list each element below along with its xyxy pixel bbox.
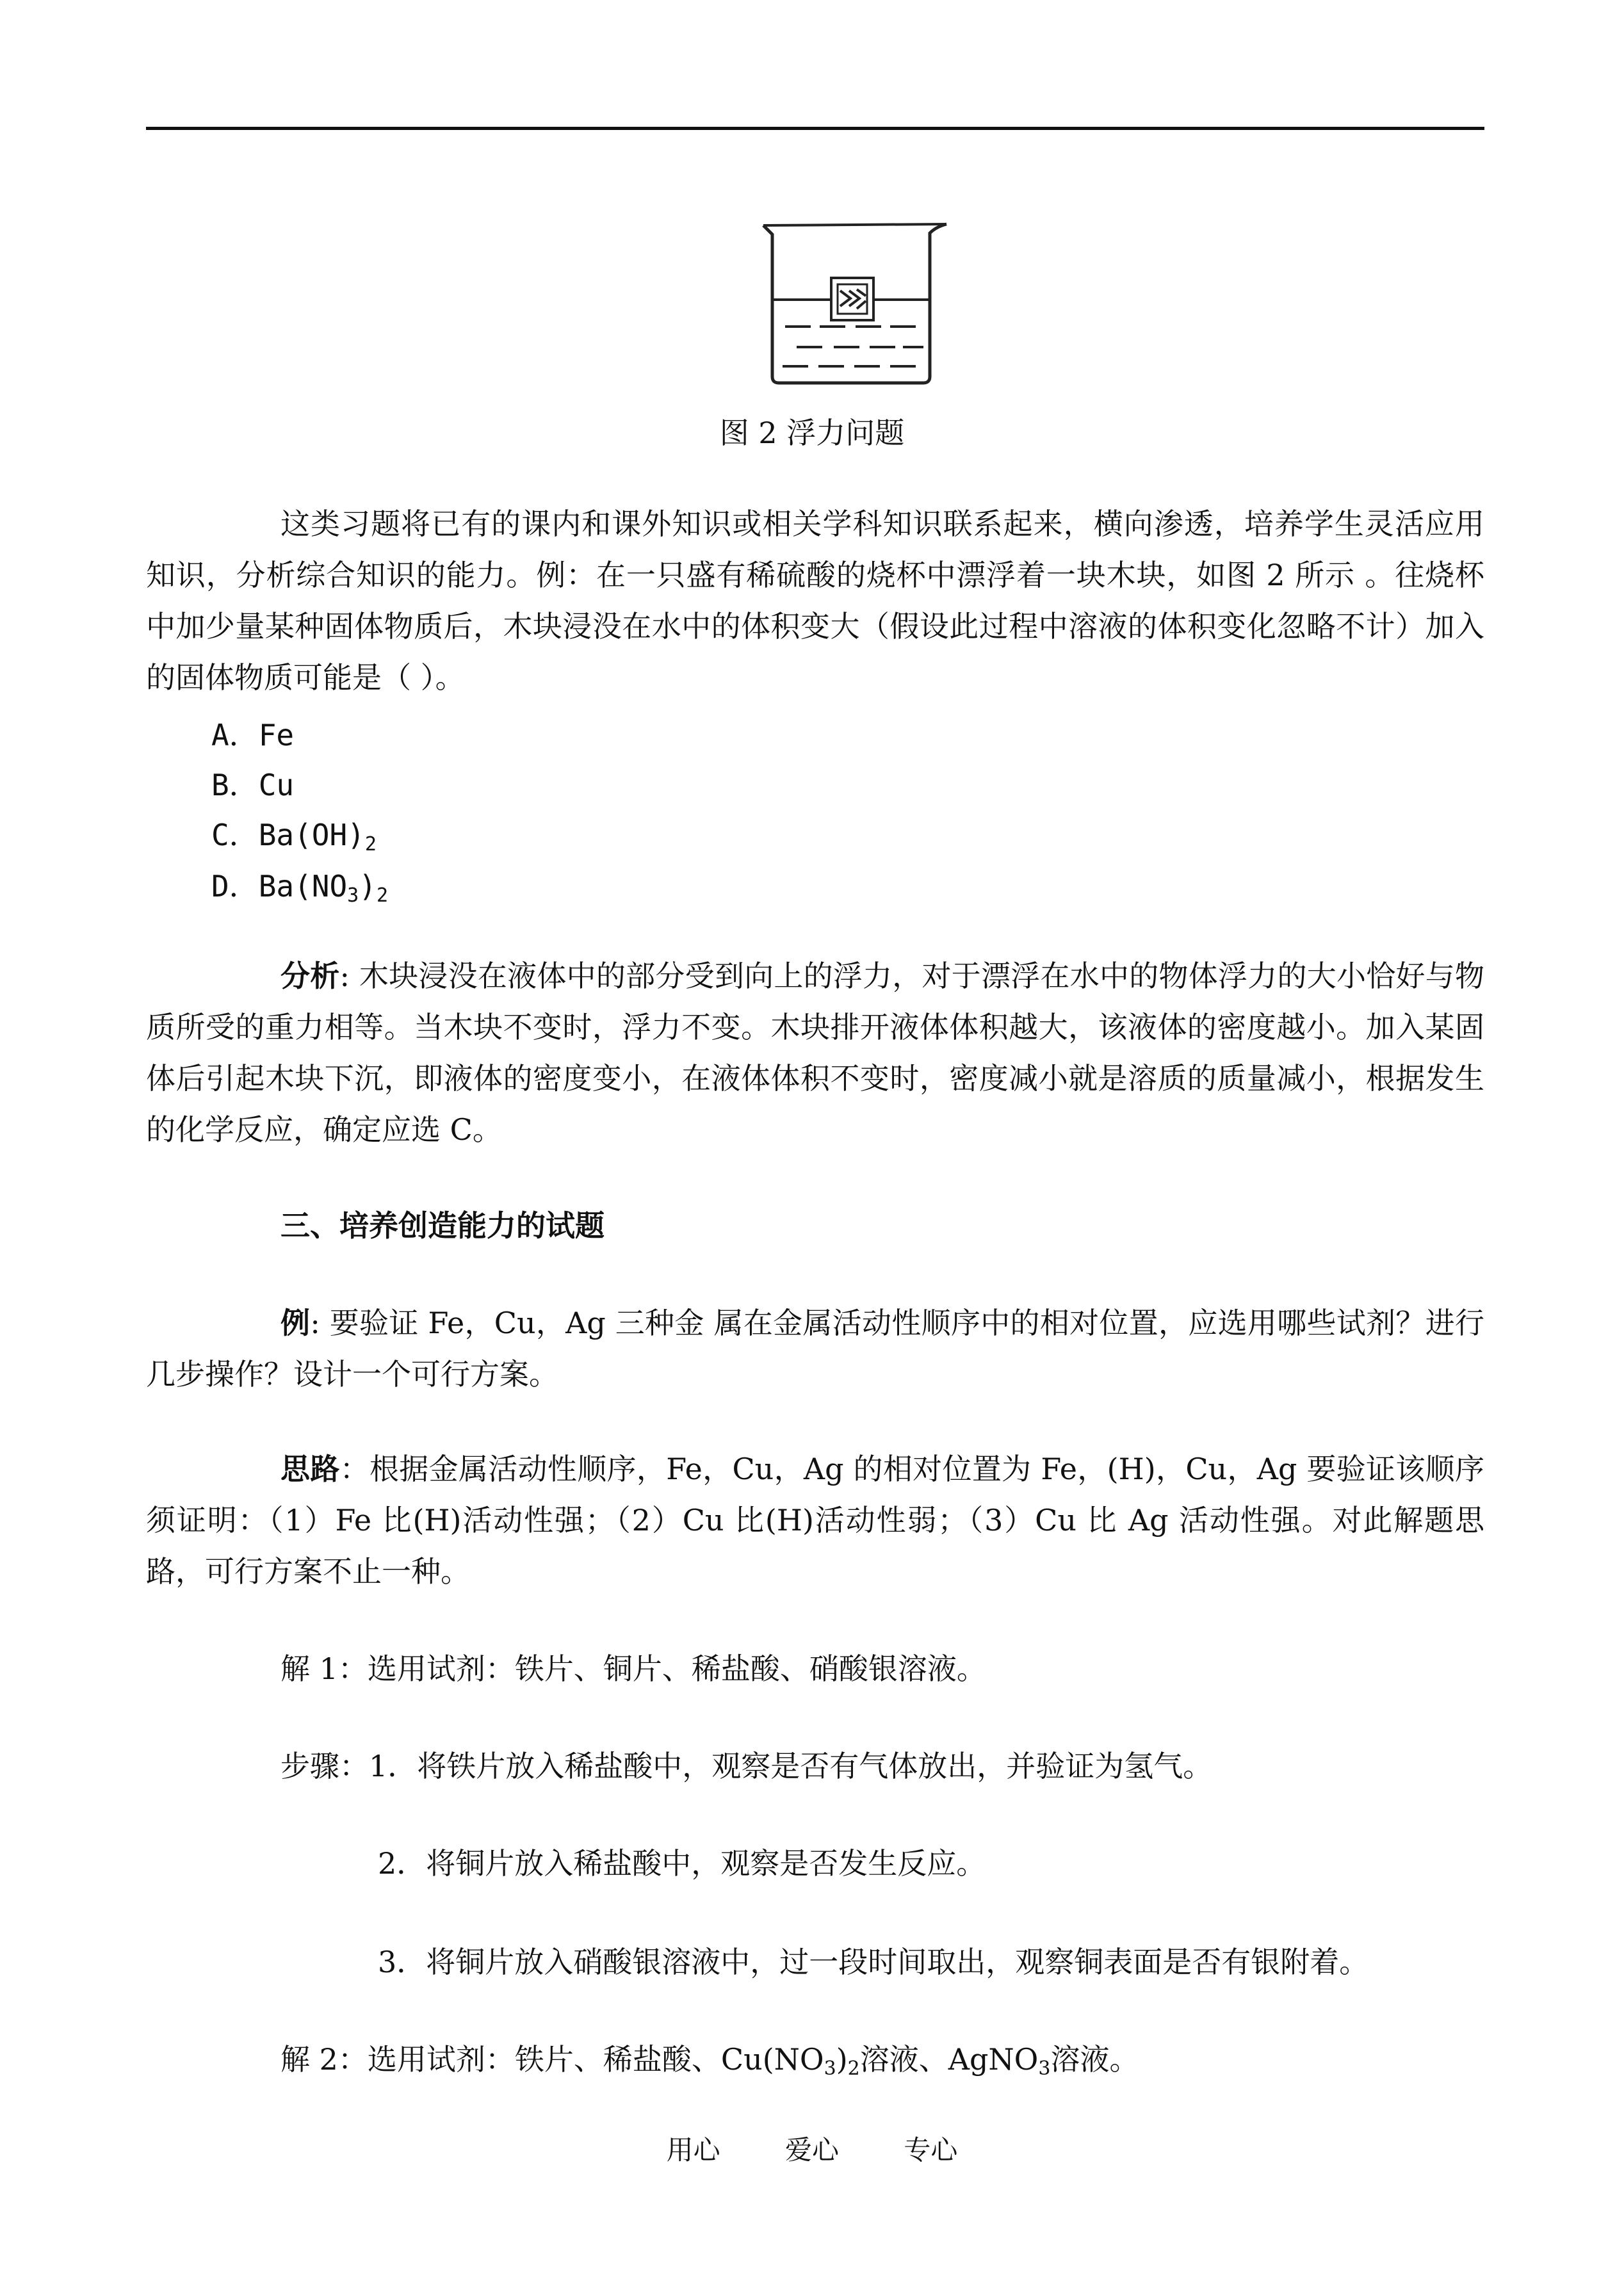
solution1-reagents: 解 1：选用试剂：铁片、铜片、稀盐酸、硝酸银溶液。 [280,1651,986,1686]
page-footer [0,2129,1624,2168]
beaker-rim [763,224,946,225]
footer-text-2: 爱心 [784,2134,839,2166]
solution1-step1: 步骤：1．将铁片放入稀盐酸中，观察是否有气体放出，并验证为氢气。 [280,1749,1213,1783]
liquid-lines [783,327,923,366]
approach-label: 思路 [280,1452,340,1486]
option-b: B．Cu [211,768,295,802]
footer-text-3: 专心 [904,2134,958,2166]
solution1-step2: 2．将铜片放入稀盐酸中，观察是否发生反应。 [378,1846,986,1881]
solution1-step3: 3．将铜片放入硝酸银溶液中，过一段时间取出，观察铜表面是否有银附着。 [378,1945,1369,1979]
intro-paragraph: 这类习题将已有的课内和课外知识或相关学科知识联系起来，横向渗透，培养学生灵活应用知识，分析综合知识的能力。例：在一只盛有稀硫酸的烧杯中漂浮着一块木块，如图 2 所示 。往烧杯中加少量某种固体物质后，木块浸没在水中的体积变大（假设此过程中溶液的体积变化忽略不计）加入的固体物质可能是（ ）。 [146,507,1484,695]
solution2-reagents: 解 2：选用试剂：铁片、稀盐酸、$Cu(NO_3)_2$溶液、AgNO$_3$溶液。 [280,2042,1139,2080]
analysis-paragraph: 分析: 木块浸没在液体中的部分受到向上的浮力，对于漂浮在水中的物体浮力的大小恰好与物质所受的重力相等。当木块不变时，浮力不变。木块排开液体体积越大，该液体的密度越小。加入某固体后引起木块下沉，即液体的密度变小，在液体体积不变时，密度减小就是溶质的质量减小，根据发生的化学反应，确定应选 C。 [146,959,1485,1147]
figure-caption: 图 2 浮力问题 [719,416,905,450]
approach-paragraph: 思路：根据金属活动性顺序，Fe，Cu，Ag 的相对位置为 Fe，(H)，Cu，Ag 要验证该顺序须证明：（1）Fe 比(H)活动性强；（2）Cu 比(H)活动性弱；（3）Cu 比 Ag 活动性强。对此解题思路，可行方案不止一种。 [146,1452,1485,1589]
option-a: A．Fe [211,718,295,752]
beaker-figure [759,219,952,387]
example-label: 例 [280,1306,311,1340]
header-rule [146,127,1484,130]
example-paragraph: 例: 要验证 Fe，Cu，Ag 三种金 属在金属活动性顺序中的相对位置，应选用哪些试剂？进行几步操作？设计一个可行方案。 [146,1306,1485,1391]
analysis-label: 分析 [280,959,340,993]
option-c: C．$Ba(OH)_2$ [211,818,377,856]
footer-text-1: 用心 [666,2134,720,2166]
wood-block [831,278,873,320]
section-title: 三、培养创造能力的试题 [280,1208,605,1243]
option-d: D．$Ba(NO_3)_2$ [211,869,388,907]
